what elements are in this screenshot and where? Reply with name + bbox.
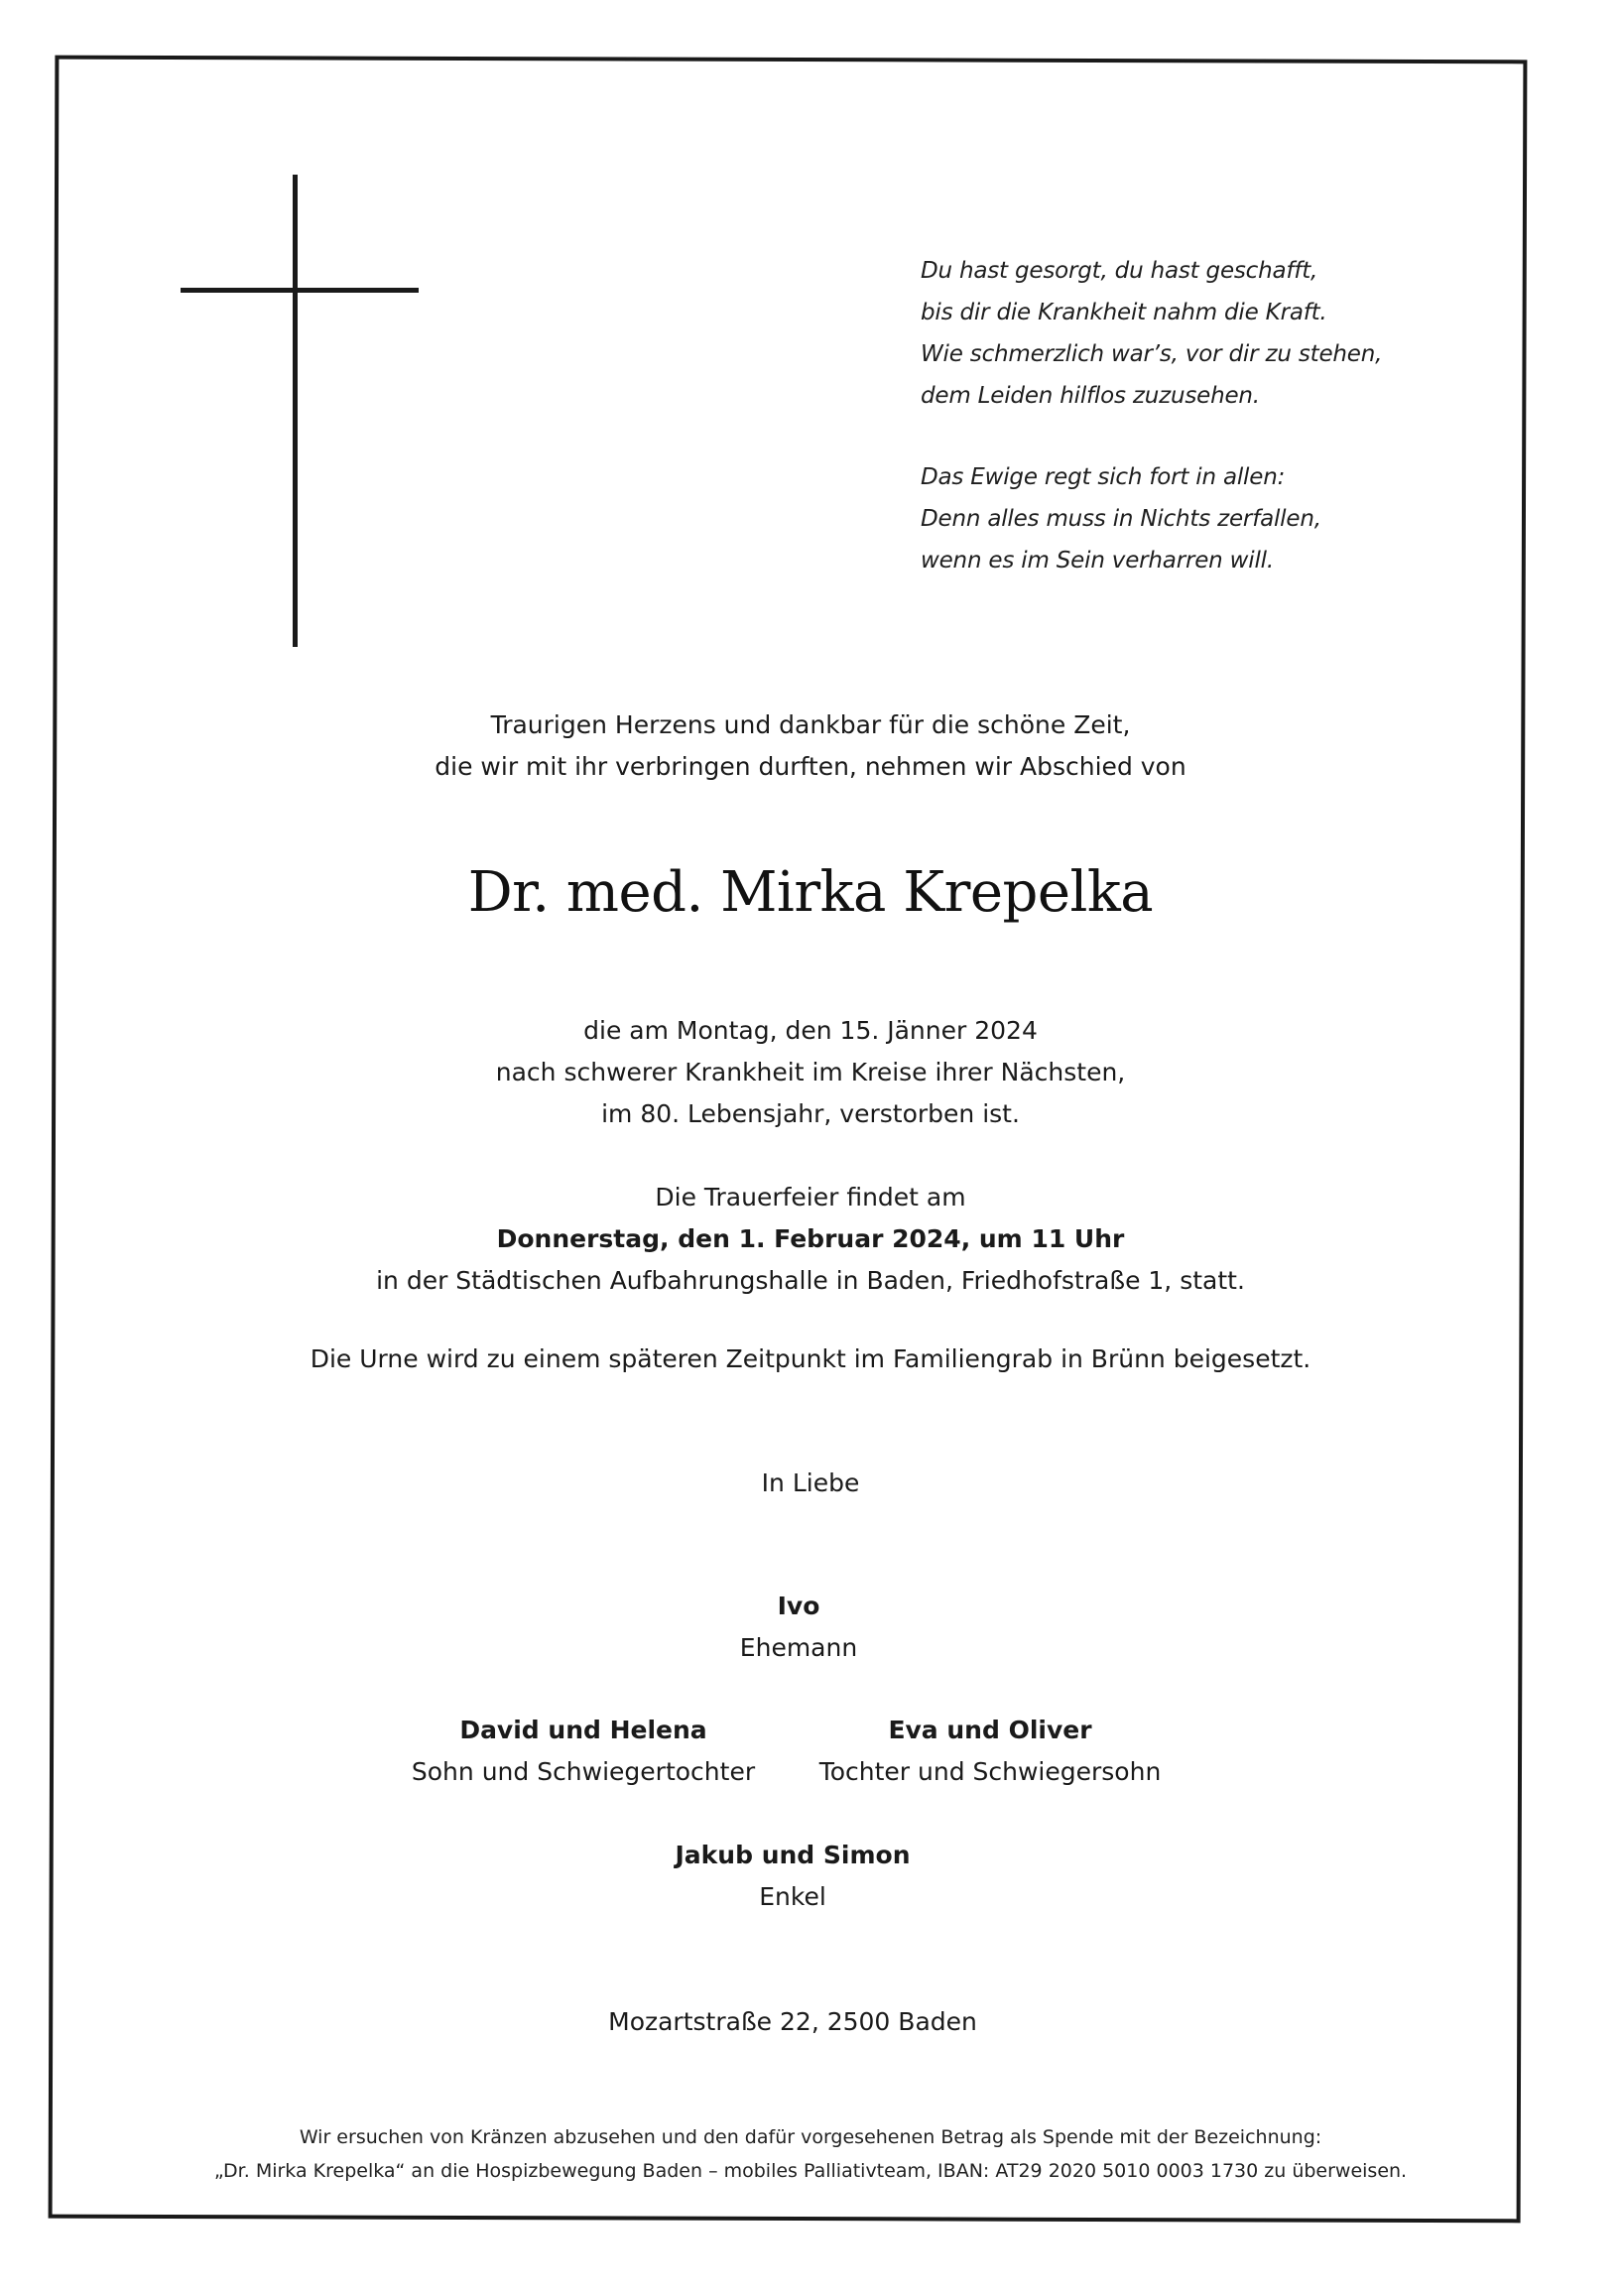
poem-stanza-1: [921, 250, 1382, 417]
funeral-location: in der Städtischen Aufbahrungshalle in Baden, Friedhofstraße 1, statt.: [376, 1266, 1245, 1295]
family-relation: Ehemann: [739, 1633, 858, 1662]
death-line: im 80. Lebensjahr, verstorben ist.: [601, 1099, 1020, 1128]
closing-text: In Liebe: [761, 1468, 860, 1497]
funeral-date: Donnerstag, den 1. Februar 2024, um 11 Uhr: [496, 1224, 1125, 1253]
footer-line: Wir ersuchen von Kränzen abzusehen und den dafür vorgesehenen Betrag als Spende mit der Bezeichnung:: [299, 2126, 1322, 2148]
family-name: David und Helena: [459, 1716, 707, 1744]
family-name: Ivo: [777, 1592, 820, 1620]
family-husband: [0, 1586, 1597, 1669]
poem-line: wenn es im Sein verharren will.: [921, 548, 1274, 574]
family-relation: Tochter und Schwiegersohn: [818, 1757, 1162, 1786]
donation-notice: [0, 2120, 1621, 2188]
family-name: Jakub und Simon: [675, 1841, 911, 1869]
cross-vertical-bar: [293, 175, 298, 647]
poem-line: Wie schmerzlich war’s, vor dir zu stehen,: [921, 341, 1383, 367]
poem-line: dem Leiden hilflos zuzusehen.: [921, 383, 1260, 409]
death-line: die am Montag, den 15. Jänner 2024: [583, 1016, 1038, 1045]
poem-line: Du hast gesorgt, du hast geschafft,: [921, 258, 1318, 284]
cross-icon: [181, 175, 419, 647]
cross-horizontal-bar: [181, 288, 419, 293]
poem-line: bis dir die Krankheit nahm die Kraft.: [921, 300, 1327, 325]
deceased-name: Dr. med. Mirka Krepelka: [467, 860, 1154, 925]
funeral-details: [0, 1177, 1621, 1302]
funeral-intro: Die Trauerfeier findet am: [655, 1183, 966, 1212]
intro-line: die wir mit ihr verbringen durften, nehmen wir Abschied von: [435, 752, 1186, 781]
urn-notice: Die Urne wird zu einem späteren Zeitpunkt im Familiengrab in Brünn beigesetzt.: [310, 1344, 1311, 1373]
address: Mozartstraße 22, 2500 Baden: [608, 2007, 977, 2036]
poem-line: Das Ewige regt sich fort in allen:: [921, 464, 1286, 490]
poem-stanza-2: [921, 456, 1382, 581]
family-name: Eva und Oliver: [888, 1716, 1092, 1744]
intro-line: Traurigen Herzens und dankbar für die schöne Zeit,: [490, 710, 1131, 739]
death-notice: [0, 1010, 1621, 1135]
family-son: [395, 1710, 772, 1793]
family-daughter: [802, 1710, 1179, 1793]
family-grandchildren: [0, 1835, 1585, 1918]
death-line: nach schwerer Krankheit im Kreise ihrer Nächsten,: [495, 1058, 1126, 1086]
intro-text: [0, 704, 1621, 788]
family-relation: Enkel: [759, 1882, 826, 1911]
poem-line: Denn alles muss in Nichts zerfallen,: [921, 506, 1321, 532]
footer-line: „Dr. Mirka Krepelka“ an die Hospizbewegung Baden – mobiles Palliativteam, IBAN: AT29 2020 5010 0003 1730 zu überweisen.: [213, 2160, 1408, 2182]
family-relation: Sohn und Schwiegertochter: [411, 1757, 756, 1786]
poem: [921, 250, 1382, 581]
